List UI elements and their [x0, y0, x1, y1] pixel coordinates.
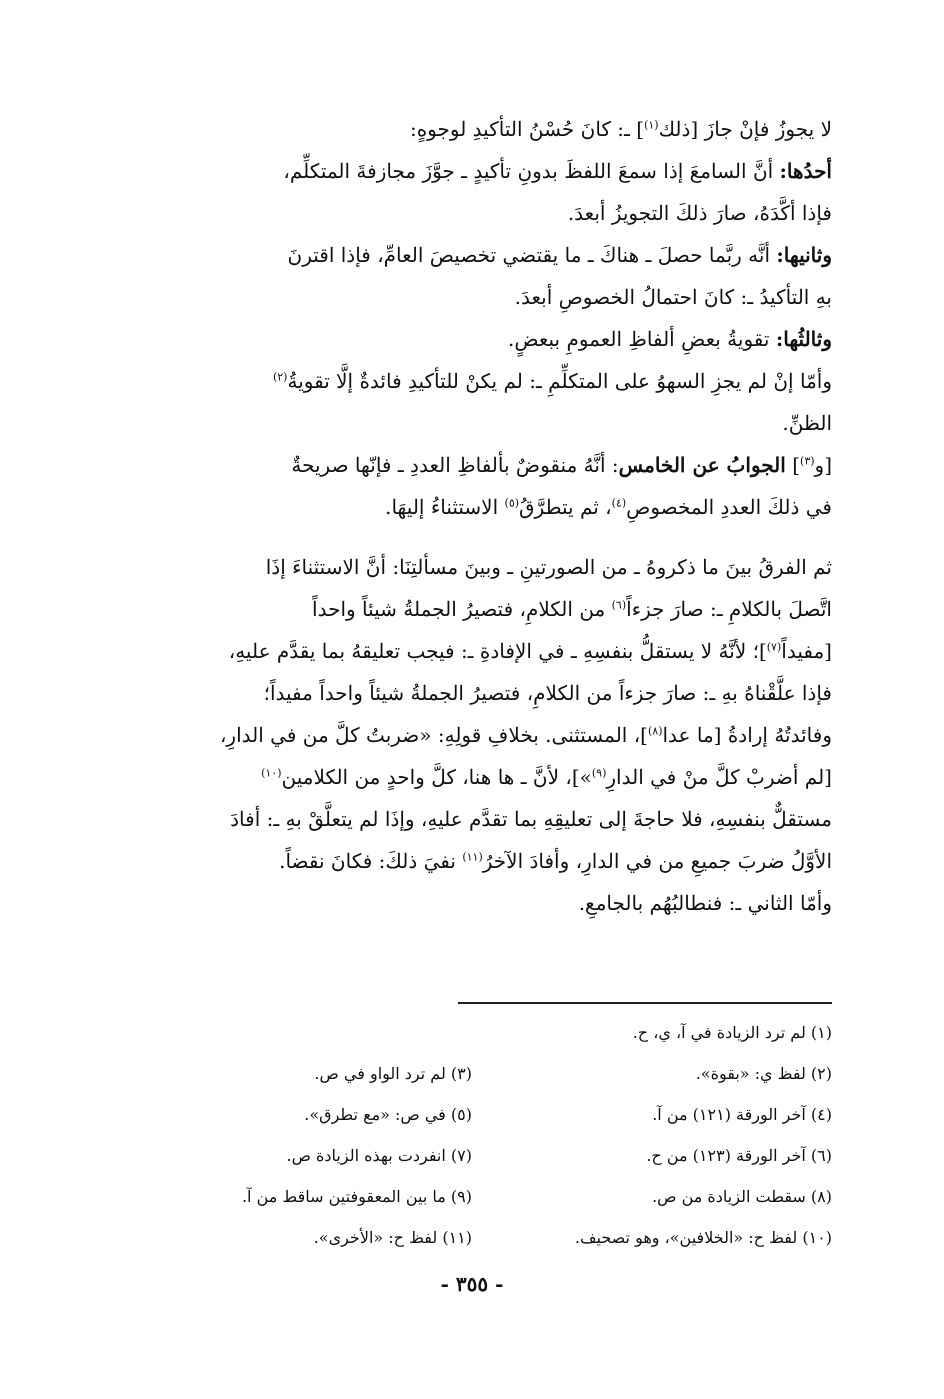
footnotes	[112, 1012, 832, 1258]
text-line: بهِ التأكيدُ ـ: كانَ احتمالُ الخصوصِ أبعدَ.	[514, 285, 832, 309]
text-line: وثانيها: أنَّه ربَّما حصلَ ـ هناكَ ـ ما يقتضي تخصيصَ العامِّ، فإذا اقترنَ	[287, 243, 832, 267]
footnote-row	[112, 1094, 832, 1135]
text-line: اتَّصلَ بالكلامِ ـ: صارَ جزءاً$^{(٦)}$ من الكلامِ، فتصيرُ الجملةُ شيئاً واحداً	[312, 597, 832, 621]
text-line: فإذا علَّقْناهُ بهِ ـ: صارَ جزءاً من الكلامِ، فتصيرُ الجملةُ شيئاً واحداً مفيداً؛	[263, 681, 832, 705]
footnote: (٢) لفظ ي: «بقوة».	[695, 1064, 832, 1083]
text-line: وأمّا الثاني ـ: فنطالبُهُم بالجامعِ.	[578, 891, 832, 915]
text-line: لا يجوزُ فإنْ جازَ [ذلك$^{(١)}$] ـ: كانَ حُسْنُ التأكيدِ لوجوهٍ:	[409, 117, 832, 141]
text-line: ثم الفرقُ بينَ ما ذكروهُ ـ من الصورتينِ ـ وبينَ مسألتِنَا: أنَّ الاستثناءَ إذَا	[265, 555, 832, 579]
footnote: (٦) آخر الورقة (١٢٣) من ح.	[646, 1146, 832, 1165]
footnote: (٣) لم ترد الواو في ص.	[314, 1064, 472, 1083]
footnote-row	[112, 1012, 832, 1053]
footnote-row	[112, 1176, 832, 1217]
text-line: وثالثُها: تقويةُ بعضِ ألفاظِ العمومِ ببعضٍ.	[507, 327, 832, 351]
text-line: وأمّا إنْ لم يجزِ السهوُ على المتكلِّمِ ـ: لم يكنْ للتأكيدِ فائدةٌ إلَّا تقويةُ$^{(٢)}$	[272, 369, 832, 393]
page-number: - ٣٥٥ -	[440, 1272, 504, 1296]
text-line: [و$^{(٣)}$] الجوابُ عن الخامس: أنَّهُ منقوضٌ بألفاظِ العددِ ـ فإنّها صريحةٌ	[291, 453, 832, 477]
text-line: الظنِّ.	[782, 411, 832, 435]
footnote: (٨) سقطت الزيادة من ص.	[652, 1187, 832, 1206]
main-text	[112, 108, 832, 924]
footnote: (٩) ما بين المعقوفتين ساقط من آ.	[241, 1187, 472, 1206]
text-line: فإذا أكَّدَهُ، صارَ ذلكَ التجويزُ أبعدَ.	[567, 201, 832, 225]
footnote: (٥) في ص: «مع تطرق».	[304, 1105, 472, 1124]
footnote	[112, 1012, 472, 1053]
text-line: أحدُها: أنَّ السامعَ إذا سمعَ اللفظَ بدونِ تأكيدٍ ـ جوَّزَ مجازفةَ المتكلِّم،	[283, 159, 832, 183]
footnote-row	[112, 1053, 832, 1094]
footnote: (١) لم ترد الزيادة في آ، ي، ح.	[632, 1023, 832, 1042]
footnote-separator	[458, 1002, 832, 1004]
text-line: [مفيداً$^{(٧)}$]؛ لأنَّهُ لا يستقلُّ بنفسِهِ ـ في الإفادةِ ـ: فيجب تعليقهُ بما يقدَّم عليهِ،	[228, 639, 832, 663]
footnote-row	[112, 1217, 832, 1258]
text-line: الأوَّلُ ضربَ جميعِ من في الدارِ، وأفادَ الآخرُ$^{(١١)}$ نفيَ ذلكَ: فكانَ نقضاً.	[279, 849, 832, 873]
footnote: (١١) لفظ ح: «الأخرى».	[313, 1228, 472, 1247]
text-line: في ذلكَ العددِ المخصوصِ$^{(٤)}$، ثم يتطرَّقُ$^{(٥)}$ الاستثناءُ إليهَا.	[385, 495, 832, 519]
footnote: (١٠) لفظ ح: «الخلافين»، وهو تصحيف.	[574, 1228, 832, 1247]
text-line: [لم أضربْ كلَّ منْ في الدارِ$^{(٩)}$»]، لأنَّ ـ ها هنا، كلَّ واحدٍ من الكلامين$^{(١٠)}$	[261, 765, 832, 789]
footnote: (٧) انفردت بهذه الزيادة ص.	[286, 1146, 472, 1165]
text-line: مستقلٌّ بنفسِهِ، فلا حاجةَ إلى تعليقِهِ بما تقدَّم عليهِ، وإذَا لم يتعلَّقْ بهِ ـ: أفادَ	[230, 807, 832, 831]
footnote-row	[112, 1135, 832, 1176]
text-line: وفائدتُهُ إرادةُ [ما عدا$^{(٨)}$]، المستثنى. بخلافِ قولِهِ: «ضربتُ كلَّ من في الدارِ،	[219, 723, 832, 747]
footnote: (٤) آخر الورقة (١٢١) من آ.	[652, 1105, 832, 1124]
